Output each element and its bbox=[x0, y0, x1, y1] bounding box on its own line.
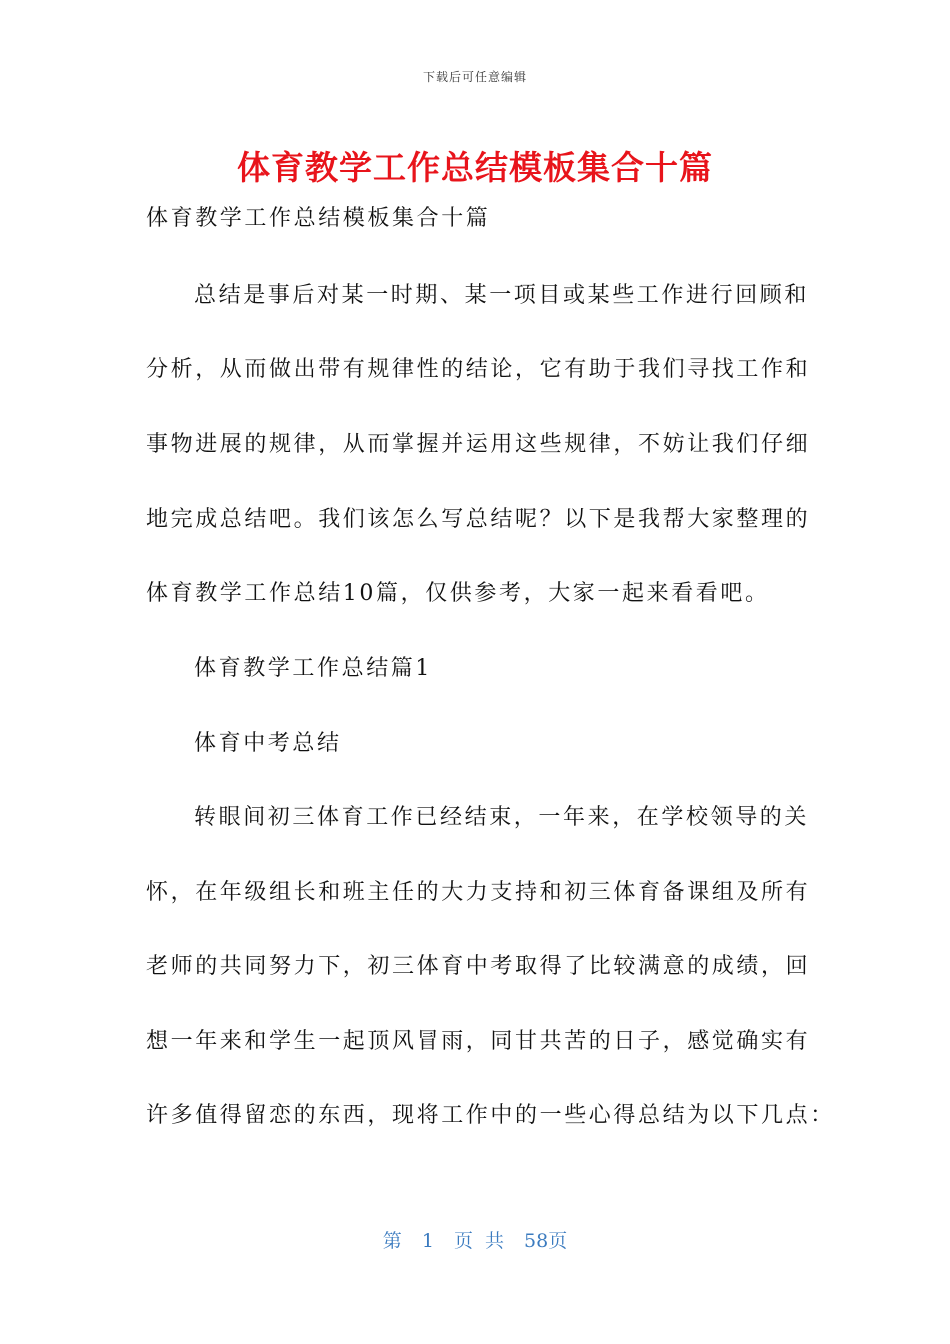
paragraph-line: 事物进展的规律，从而掌握并运用这些规律，不妨让我们仔细 bbox=[146, 432, 811, 457]
paragraph-line: 体育教学工作总结10篇，仅供参考，大家一起来看看吧。 bbox=[146, 581, 770, 606]
page-number-footer bbox=[0, 1226, 950, 1253]
section-subheading: 体育中考总结 bbox=[194, 731, 342, 756]
footer-current-page: 1 bbox=[421, 1230, 434, 1252]
footer-total-pages: 58页 bbox=[524, 1230, 568, 1252]
paragraph-line: 老师的共同努力下，初三体育中考取得了比较满意的成绩，回 bbox=[146, 954, 811, 979]
paragraph-line: 怀，在年级组长和班主任的大力支持和初三体育备课组及所有 bbox=[146, 880, 811, 905]
paragraph-line: 地完成总结吧。我们该怎么写总结呢？以下是我帮大家整理的 bbox=[146, 507, 811, 532]
header-note: 下载后可任意编辑 bbox=[422, 70, 527, 84]
document-subtitle: 体育教学工作总结模板集合十篇 bbox=[146, 206, 491, 231]
footer-middle: 页 共 bbox=[453, 1230, 504, 1252]
paragraph-line: 许多值得留恋的东西，现将工作中的一些心得总结为以下几点： bbox=[146, 1103, 835, 1128]
document-title: 体育教学工作总结模板集合十篇 bbox=[237, 148, 713, 187]
section-heading: 体育教学工作总结篇1 bbox=[194, 656, 432, 681]
footer-prefix: 第 bbox=[382, 1230, 402, 1252]
paragraph-line: 转眼间初三体育工作已经结束，一年来，在学校领导的关 bbox=[194, 805, 810, 830]
paragraph-line: 想一年来和学生一起顶风冒雨，同甘共苦的日子，感觉确实有 bbox=[146, 1029, 811, 1054]
paragraph-line: 总结是事后对某一时期、某一项目或某些工作进行回顾和 bbox=[194, 283, 810, 308]
paragraph-line: 分析，从而做出带有规律性的结论，它有助于我们寻找工作和 bbox=[146, 357, 811, 382]
